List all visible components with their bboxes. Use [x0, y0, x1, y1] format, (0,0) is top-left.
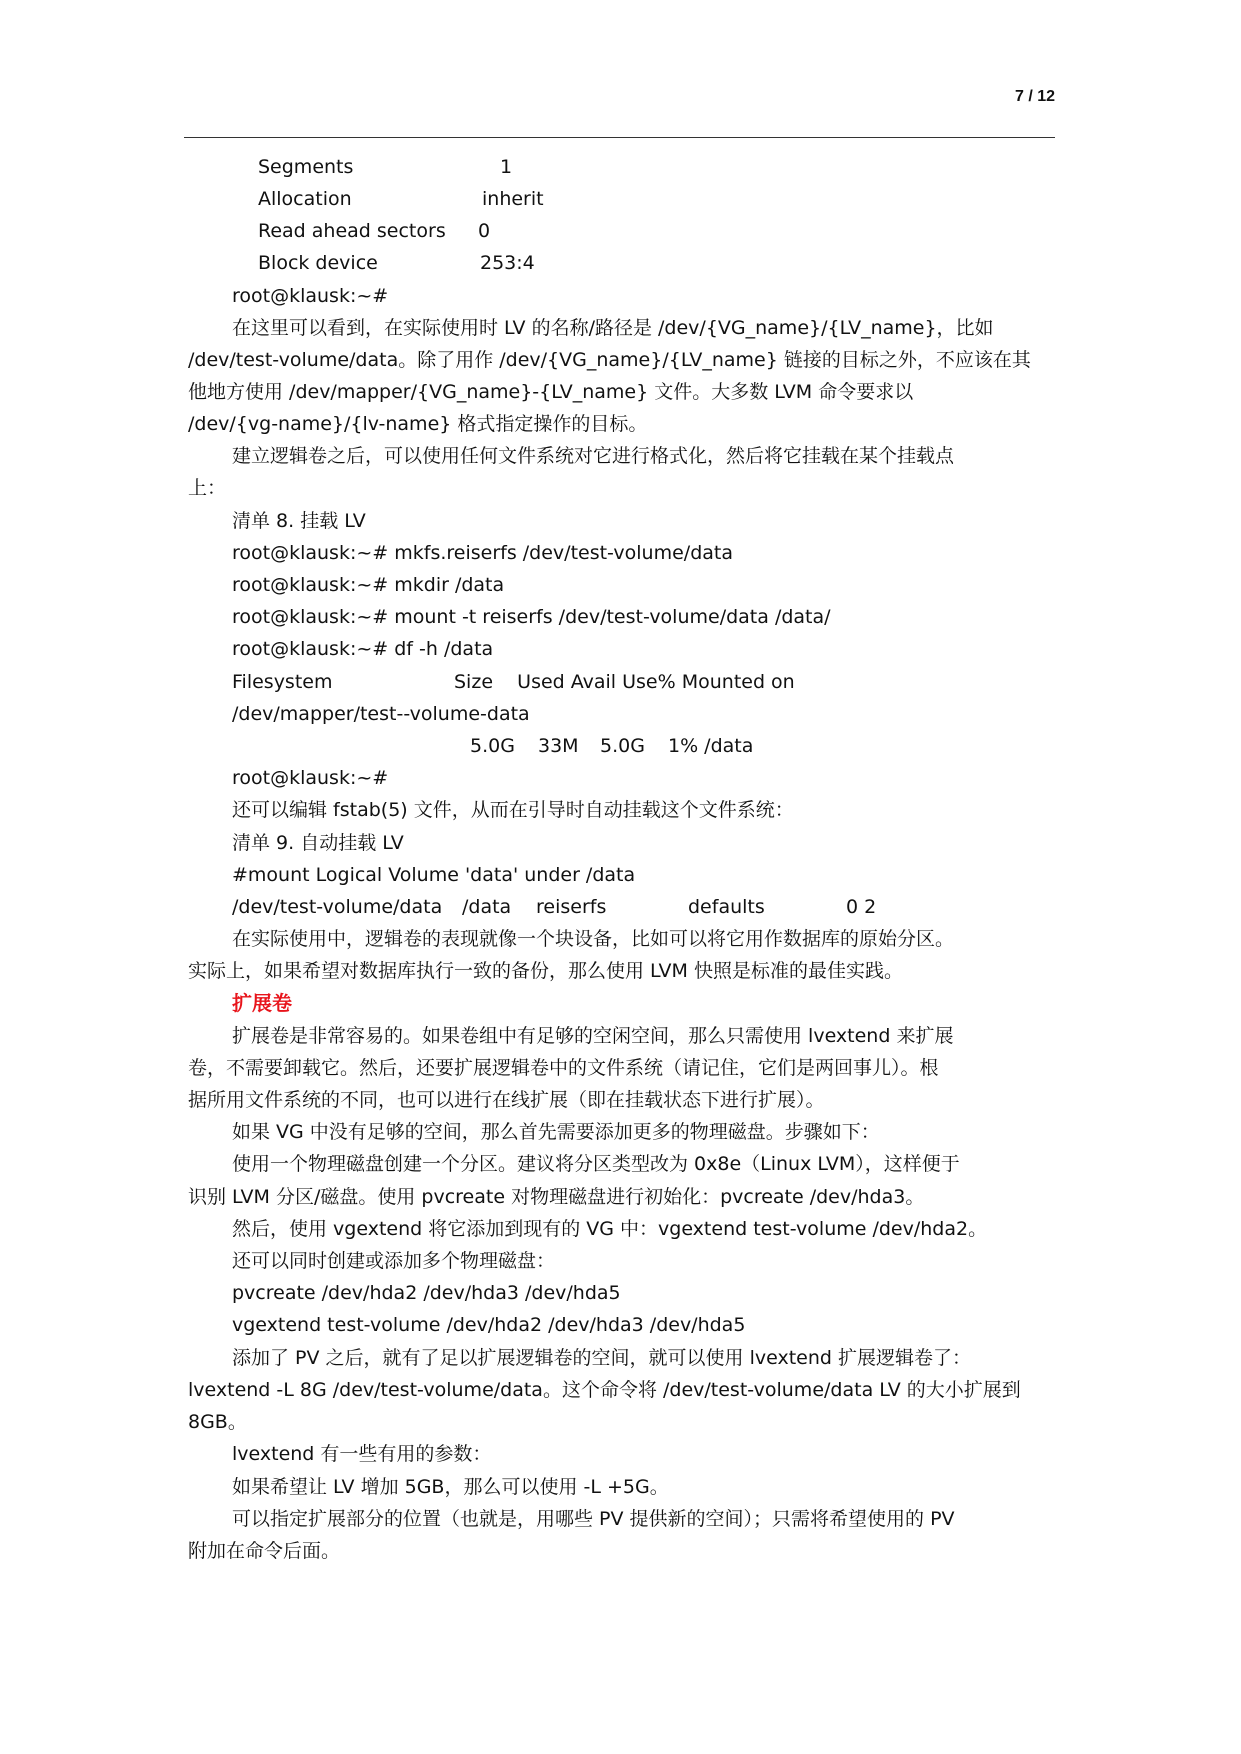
paragraph-line: 建立逻辑卷之后，可以使用任何文件系统对它进行格式化，然后将它挂载在某个挂载点 — [232, 445, 955, 467]
paragraph-line: 还可以同时创建或添加多个物理磁盘： — [232, 1250, 556, 1272]
paragraph-line: 还可以编辑 fstab(5) 文件，从而在引导时自动挂载这个文件系统： — [232, 799, 794, 821]
code-line: root@klausk:~# mount -t reiserfs /dev/test-volume/data /data/ — [232, 606, 831, 628]
paragraph-line: 附加在命令后面。 — [188, 1540, 341, 1562]
prop-label: Read ahead sectors — [258, 220, 446, 242]
prop-label: Block device — [258, 252, 378, 274]
listing-title: 清单 9. 自动挂载 LV — [232, 832, 404, 854]
code-line: #mount Logical Volume 'data' under /data — [232, 864, 636, 886]
df-use-mount: 1% /data — [668, 735, 754, 757]
fstab-options: defaults — [688, 896, 765, 918]
prop-value: 1 — [500, 156, 513, 178]
paragraph-line: lvextend 有一些有用的参数： — [232, 1443, 492, 1465]
code-line: vgextend test-volume /dev/hda2 /dev/hda3 /dev/hda5 — [232, 1314, 746, 1336]
paragraph-line: 卷，不需要卸载它。然后，还要扩展逻辑卷中的文件系统（请记住，它们是两回事儿）。根 — [188, 1057, 939, 1079]
prop-label: Allocation — [258, 188, 352, 210]
paragraph-line: 如果 VG 中没有足够的空间，那么首先需要添加更多的物理磁盘。步骤如下： — [232, 1121, 880, 1143]
code-line: root@klausk:~# mkfs.reiserfs /dev/test-volume/data — [232, 542, 733, 564]
paragraph-line: 如果希望让 LV 增加 5GB，那么可以使用 -L +5G。 — [232, 1476, 669, 1498]
df-header-filesystem: Filesystem — [232, 671, 333, 693]
paragraph-line: 8GB。 — [188, 1411, 247, 1433]
fstab-dump-pass: 0 2 — [846, 896, 877, 918]
fstab-type: reiserfs — [536, 896, 607, 918]
code-line: root@klausk:~# df -h /data — [232, 638, 494, 660]
prop-value: 0 — [478, 220, 491, 242]
prop-label: Segments — [258, 156, 354, 178]
code-line: root@klausk:~# mkdir /data — [232, 574, 505, 596]
fstab-mount: /data — [462, 896, 512, 918]
paragraph-line: 上： — [188, 477, 227, 499]
prop-value: 253:4 — [480, 252, 535, 274]
df-size: 5.0G — [470, 735, 515, 757]
shell-prompt: root@klausk:~# — [232, 285, 389, 307]
shell-prompt: root@klausk:~# — [232, 767, 389, 789]
prop-value: inherit — [482, 188, 544, 210]
paragraph-line: 可以指定扩展部分的位置（也就是，用哪些 PV 提供新的空间）；只需将希望使用的 PV — [232, 1508, 955, 1530]
code-line: pvcreate /dev/hda2 /dev/hda3 /dev/hda5 — [232, 1282, 621, 1304]
df-device: /dev/mapper/test--volume-data — [232, 703, 530, 725]
paragraph-line: 在这里可以看到，在实际使用时 LV 的名称/路径是 /dev/{VG_name}/{LV_name}，比如 — [232, 317, 994, 339]
df-avail: 5.0G — [600, 735, 645, 757]
paragraph-line: 在实际使用中，逻辑卷的表现就像一个块设备，比如可以将它用作数据库的原始分区。 — [232, 928, 955, 950]
paragraph-line: 然后，使用 vgextend 将它添加到现有的 VG 中：vgextend test-volume /dev/hda2。 — [232, 1218, 988, 1240]
paragraph-line: 据所用文件系统的不同，也可以进行在线扩展（即在挂载状态下进行扩展）。 — [188, 1089, 825, 1111]
paragraph-line: 他地方使用 /dev/mapper/{VG_name}-{LV_name} 文件。大多数 LVM 命令要求以 — [188, 381, 914, 403]
paragraph-line: 识别 LVM 分区/磁盘。使用 pvcreate 对物理磁盘进行初始化：pvcreate /dev/hda3。 — [188, 1186, 925, 1208]
paragraph-line: 使用一个物理磁盘创建一个分区。建议将分区类型改为 0x8e（Linux LVM），这样便于 — [232, 1153, 960, 1175]
paragraph-line: /dev/{vg-name}/{lv-name} 格式指定操作的目标。 — [188, 413, 648, 435]
df-used: 33M — [538, 735, 579, 757]
paragraph-line: /dev/test-volume/data。除了用作 /dev/{VG_name}/{LV_name} 链接的目标之外，不应该在其 — [188, 349, 1031, 371]
paragraph-line: 添加了 PV 之后，就有了足以扩展逻辑卷的空间，就可以使用 lvextend 扩展逻辑卷了： — [232, 1347, 971, 1369]
paragraph-line: 扩展卷是非常容易的。如果卷组中有足够的空闲空间，那么只需使用 lvextend 来扩展 — [232, 1025, 954, 1047]
page-number: 7 / 12 — [1014, 88, 1055, 105]
listing-title: 清单 8. 挂载 LV — [232, 510, 366, 532]
section-heading: 扩展卷 — [232, 991, 292, 1015]
paragraph-line: 实际上，如果希望对数据库执行一致的备份，那么使用 LVM 快照是标准的最佳实践。 — [188, 960, 903, 982]
paragraph-line: lvextend -L 8G /dev/test-volume/data。这个命令将 /dev/test-volume/data LV 的大小扩展到 — [188, 1379, 1021, 1401]
df-header-columns: Size Used Avail Use% Mounted on — [454, 671, 795, 693]
fstab-device: /dev/test-volume/data — [232, 896, 443, 918]
header-rule — [184, 137, 1055, 138]
